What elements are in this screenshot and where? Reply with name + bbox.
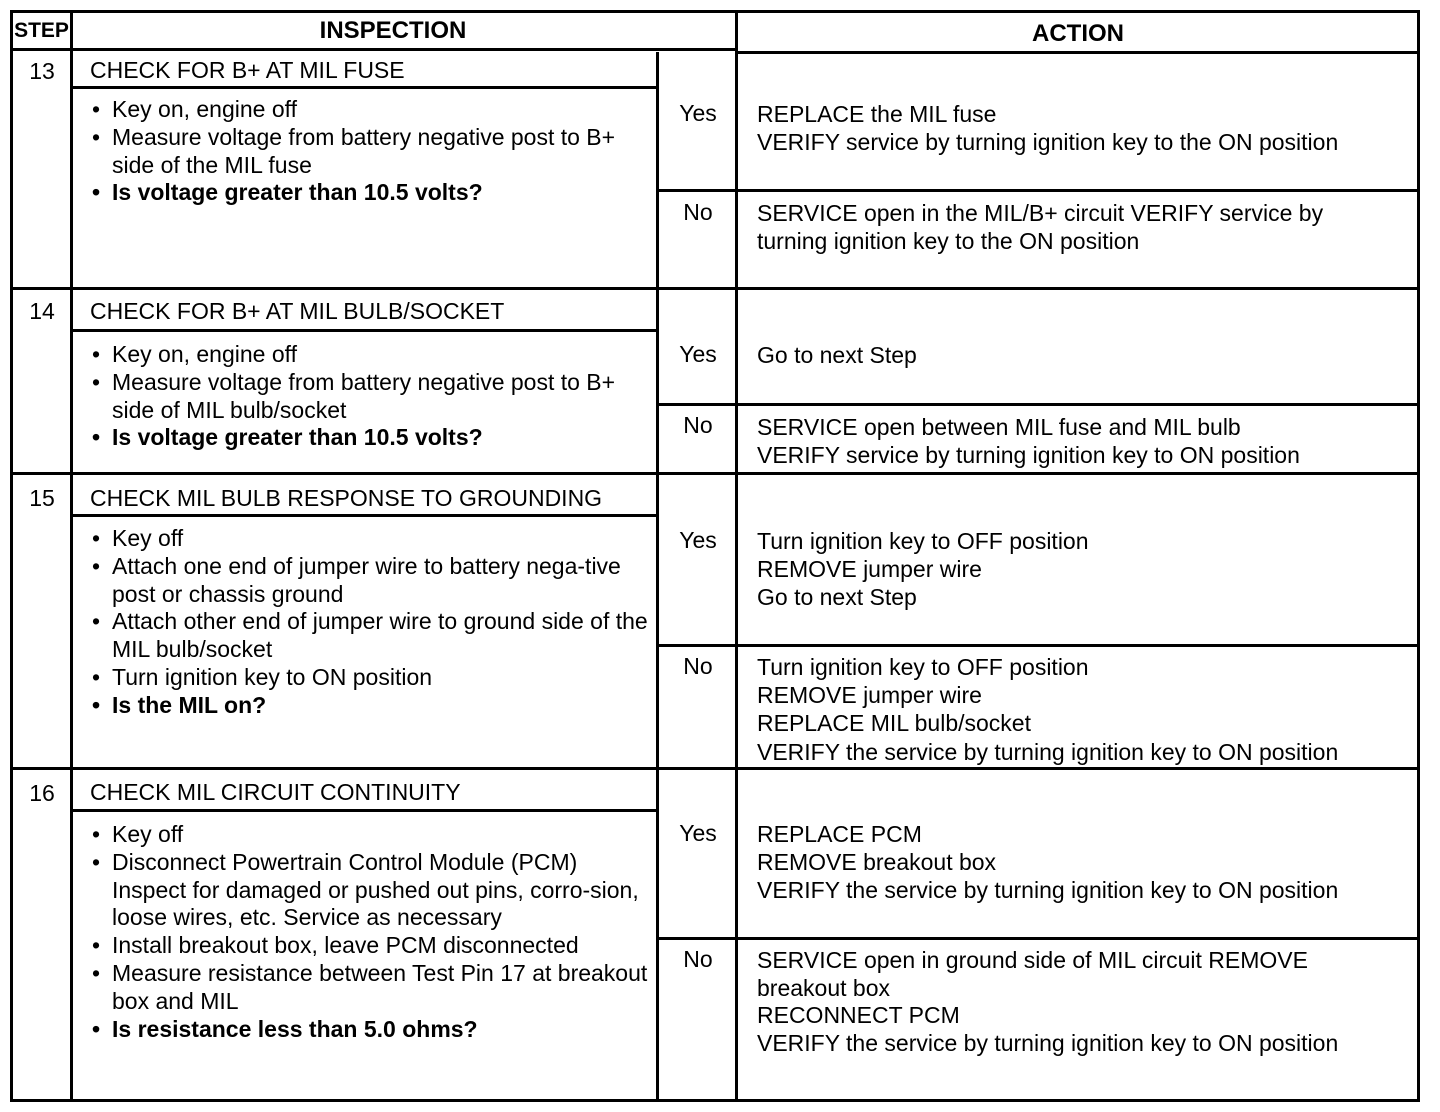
yes-label: Yes — [679, 820, 717, 846]
action-line: VERIFY the service by turning ignition key to ON position — [757, 1029, 1339, 1056]
bullet-question: • Is voltage greater than 10.5 volts? — [90, 424, 655, 452]
step-number: 16 — [29, 780, 55, 806]
table-border-left — [10, 10, 13, 1102]
no-action — [757, 199, 1387, 255]
inspection-bullets — [90, 821, 655, 1043]
header-divider-right — [735, 51, 1420, 54]
yes-action — [757, 341, 1417, 369]
bullet-question: • Is resistance less than 5.0 ohms? — [90, 1016, 655, 1044]
bullet-question: • Is the MIL on? — [90, 692, 655, 720]
inspection-bullets — [90, 96, 655, 207]
action-line: RECONNECT PCM — [757, 1002, 960, 1028]
action-header: ACTION — [1032, 20, 1124, 47]
yes-action — [757, 100, 1417, 156]
action-line: SERVICE open in ground side of MIL circuit REMOVE breakout box — [757, 947, 1308, 1001]
action-line: REMOVE breakout box — [757, 849, 997, 876]
no-label: No — [683, 653, 713, 679]
inspection-bullets — [90, 525, 655, 720]
bullet: • Key on, engine off — [90, 341, 655, 369]
step-column-divider — [70, 10, 73, 1102]
row-divider-16 — [10, 767, 1420, 770]
action-line: Turn ignition key to OFF position — [757, 528, 1089, 554]
yes-label: Yes — [679, 341, 717, 367]
step-title: CHECK MIL BULB RESPONSE TO GROUNDING — [90, 485, 603, 511]
title-underline-13 — [70, 86, 656, 89]
bullet: • Turn ignition key to ON position — [90, 664, 655, 692]
action-line: SERVICE open between MIL fuse and MIL bulb — [757, 414, 1241, 440]
title-underline-14 — [70, 329, 656, 332]
action-line: REPLACE PCM — [757, 821, 922, 847]
no-action — [757, 653, 1417, 766]
yes-action — [757, 820, 1417, 905]
bullet-question: • Is voltage greater than 10.5 volts? — [90, 179, 655, 207]
action-line: VERIFY service by turning ignition key to the ON position — [757, 129, 1339, 156]
action-line: Go to next Step — [757, 342, 917, 368]
title-underline-15 — [70, 514, 656, 517]
action-line: VERIFY service by turning ignition key to ON position — [757, 442, 1300, 469]
yes-no-divider-15 — [656, 644, 1420, 647]
row-divider-14 — [10, 287, 1420, 290]
bullet: • Key on, engine off — [90, 96, 655, 124]
action-line: REPLACE the MIL fuse — [757, 101, 997, 127]
yes-no-column-divider — [656, 52, 659, 1102]
step-title: CHECK MIL CIRCUIT CONTINUITY — [90, 779, 461, 805]
table-border-top — [10, 10, 1420, 13]
bullet: • Attach other end of jumper wire to ground side of the MIL bulb/socket — [90, 608, 655, 664]
bullet: • Install breakout box, leave PCM disconnected — [90, 932, 655, 960]
yes-no-divider-13 — [656, 189, 1420, 192]
action-line: VERIFY the service by turning ignition key to ON position — [757, 738, 1339, 765]
bullet: • Disconnect Powertrain Control Module (PCM) Inspect for damaged or pushed out pins, corro-sion, loose wires, etc. Service as necessary — [90, 849, 655, 932]
yes-no-divider-14 — [656, 403, 1420, 406]
yes-label: Yes — [679, 527, 717, 553]
action-line: REPLACE MIL bulb/socket — [757, 710, 1031, 737]
yes-action — [757, 527, 1417, 612]
action-line: VERIFY the service by turning ignition key to ON position — [757, 877, 1339, 904]
row-divider-15 — [10, 472, 1420, 475]
yes-no-divider-16 — [656, 937, 1420, 940]
bullet: • Measure voltage from battery negative post to B+ side of MIL bulb/socket — [90, 369, 655, 425]
no-label: No — [683, 199, 713, 225]
action-line: REMOVE jumper wire — [757, 682, 982, 709]
step-title: CHECK FOR B+ AT MIL BULB/SOCKET — [90, 298, 505, 324]
title-underline-16 — [70, 809, 656, 812]
step-number: 14 — [29, 298, 55, 324]
inspection-bullets — [90, 341, 655, 452]
bullet: • Measure resistance between Test Pin 17 at breakout box and MIL — [90, 960, 655, 1016]
bullet: • Measure voltage from battery negative post to B+ side of the MIL fuse — [90, 124, 655, 180]
table-border-bottom — [10, 1099, 1420, 1102]
step-number: 13 — [29, 58, 55, 84]
action-line: SERVICE open in the MIL/B+ circuit VERIFY service by turning ignition key to the ON position — [757, 200, 1324, 255]
yes-label: Yes — [679, 100, 717, 126]
action-line: Turn ignition key to OFF position — [757, 654, 1089, 680]
inspection-header: INSPECTION — [319, 17, 467, 44]
step-header: STEP — [14, 19, 69, 42]
bullet: • Key off — [90, 821, 655, 849]
no-action — [757, 947, 1377, 1057]
step-number: 15 — [29, 485, 55, 511]
bullet: • Key off — [90, 525, 655, 553]
bullet: • Attach one end of jumper wire to battery nega-tive post or chassis ground — [90, 553, 655, 609]
no-label: No — [683, 946, 713, 972]
header-divider-left — [10, 48, 735, 51]
action-line: Go to next Step — [757, 584, 917, 611]
action-line: REMOVE jumper wire — [757, 556, 982, 583]
step-title: CHECK FOR B+ AT MIL FUSE — [90, 57, 405, 83]
no-action — [757, 413, 1417, 469]
no-label: No — [683, 412, 713, 438]
